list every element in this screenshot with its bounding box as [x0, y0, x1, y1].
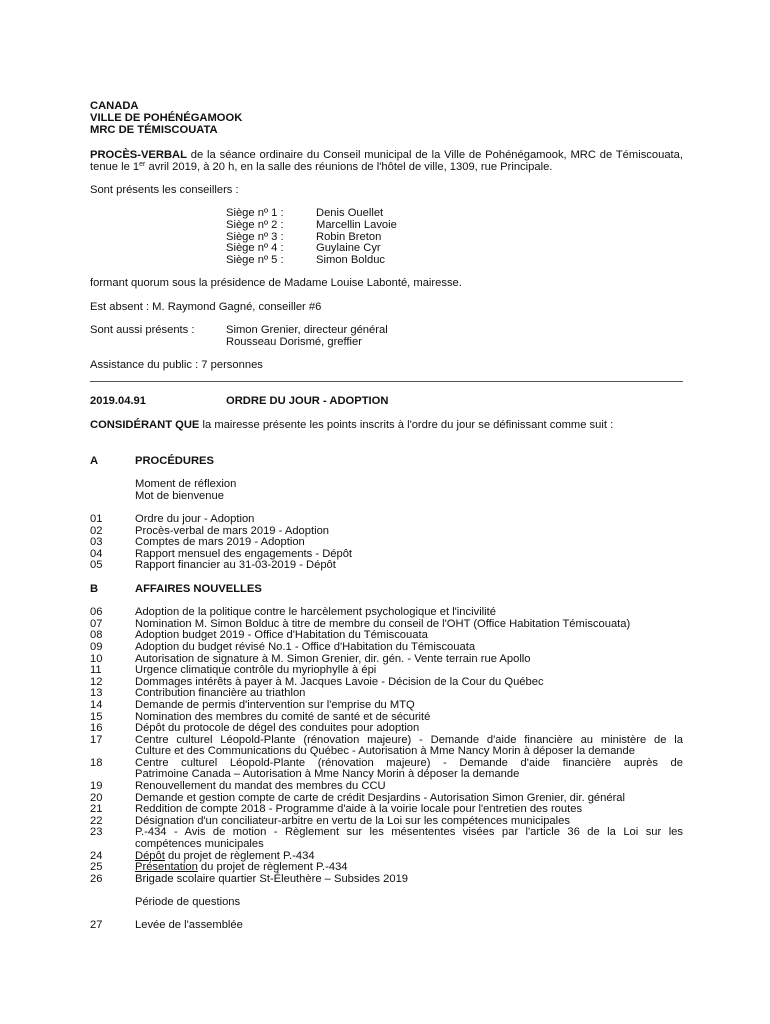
item-text: Demande de permis d'intervention sur l'emprise du MTQ: [135, 699, 415, 711]
item-text: Rapport financier au 31-03-2019 - Dépôt: [135, 559, 336, 571]
item-number: 04: [90, 548, 103, 560]
considerant-bold: CONSIDÉRANT QUE: [90, 419, 200, 431]
pre-item: Mot de bienvenue: [135, 490, 224, 502]
item-text: Adoption budget 2019 - Office d'Habitation du Témiscouata: [135, 629, 428, 641]
item-text: Contribution financière au triathlon: [135, 687, 306, 699]
also-present-label: Sont aussi présents :: [90, 324, 195, 336]
absent-text: Est absent : M. Raymond Gagné, conseiller #6: [90, 301, 322, 313]
item-number: 07: [90, 618, 103, 630]
item-number: 11: [90, 664, 102, 676]
item-text-underlined: Dépôt: [135, 850, 165, 862]
intro-text-b: avril 2019, à 20 h, en la salle des réunions de l'hôtel de ville, 1309, rue Principale.: [145, 160, 553, 173]
item-number: 09: [90, 641, 103, 653]
item-number: 01: [90, 513, 103, 525]
councillor-name: Simon Bolduc: [316, 254, 386, 266]
item-text: Urgence climatique contrôle du myriophylle à épi: [135, 664, 377, 676]
item-number: 16: [90, 722, 103, 734]
list-item: [90, 560, 683, 572]
item-text: Nomination M. Simon Bolduc à titre de membre du conseil de l'OHT (Office Habitation Témiscouata): [135, 618, 631, 630]
item-text: Demande et gestion compte de carte de crédit Desjardins - Autorisation Simon Grenier, dir. général: [135, 792, 626, 804]
item-number: 12: [90, 676, 103, 688]
pre-item: Moment de réflexion: [135, 478, 237, 490]
public-attendance: Assistance du public : 7 personnes: [90, 359, 263, 371]
item-text: P.-434 - Avis de motion - Règlement sur les mésententes visées par l'article 36 de la Loi sur les: [135, 826, 683, 838]
list-item: [90, 874, 683, 886]
list-item: [90, 920, 683, 932]
item-number: 10: [90, 653, 103, 665]
item-text: Renouvellement du mandat des membres du CCU: [135, 780, 386, 792]
item-text: Adoption de la politique contre le harcèlement psychologique et l'incivilité: [135, 606, 496, 618]
quorum-text: formant quorum sous la présidence de Madame Louise Labonté, mairesse.: [90, 277, 462, 289]
section-b-title: AFFAIRES NOUVELLES: [135, 583, 262, 595]
section-b-letter: B: [90, 583, 99, 595]
item-text: [135, 862, 683, 874]
item-number: 21: [90, 803, 103, 815]
also-present-2: Rousseau Dorismé, greffier: [226, 336, 362, 348]
item-text: Dommages intérêts à payer à M. Jacques Lavoie - Décision de la Cour du Québec: [135, 676, 544, 688]
item-text: Procès-verbal de mars 2019 - Adoption: [135, 525, 330, 537]
item-text: Comptes de mars 2019 - Adoption: [135, 536, 305, 548]
section-a-letter: A: [90, 455, 99, 467]
seat-label: Siège nº 4 :: [226, 242, 284, 254]
seat-label: Siège nº 1 :: [226, 207, 284, 219]
intro-bold: PROCÈS-VERBAL: [90, 149, 187, 161]
councillor-name: Guylaine Cyr: [316, 242, 381, 254]
header-city: VILLE DE POHÉNÉGAMOOK: [90, 112, 243, 124]
item-text: Adoption du budget révisé No.1 - Office d'Habitation du Témiscouata: [135, 641, 476, 653]
present-label: Sont présents les conseillers :: [90, 184, 239, 196]
item-text: Désignation d'un conciliateur-arbitre en vertu de la Loi sur les compétences municipales: [135, 815, 570, 827]
item-text-continued: compétences municipales: [135, 838, 264, 850]
item-number: 03: [90, 536, 103, 548]
item-number: 25: [90, 861, 103, 873]
item-number: 19: [90, 780, 103, 792]
item-text-rest: du projet de règlement P.-434: [197, 861, 348, 873]
item-number: 02: [90, 525, 103, 537]
item-text: Centre culturel Léopold-Plante (rénovation majeure) - Demande d'aide financière au ministère de la: [135, 734, 683, 746]
item-number: 05: [90, 559, 103, 571]
item-number: 08: [90, 629, 103, 641]
divider: [90, 381, 683, 382]
item-text: Nomination des membres du comité de santé et de sécurité: [135, 711, 431, 723]
item-text: Rapport mensuel des engagements - Dépôt: [135, 548, 353, 560]
seat-label: Siège nº 5 :: [226, 254, 284, 266]
considerant-line: [90, 420, 613, 432]
item-number: 26: [90, 873, 103, 885]
intro-sup: er: [139, 160, 146, 168]
councillor-name: Robin Breton: [316, 231, 382, 243]
section-a-title: PROCÉDURES: [135, 455, 214, 467]
item-text: Levée de l'assemblée: [135, 919, 243, 931]
seat-label: Siège nº 3 :: [226, 231, 284, 243]
item-number: 22: [90, 815, 103, 827]
item-text-continued: Patrimoine Canada – Autorisation à Mme Nancy Morin à déposer la demande: [135, 768, 520, 780]
item-text: Brigade scolaire quartier St-Éleuthère – Subsides 2019: [135, 873, 409, 885]
item-number: 06: [90, 606, 103, 618]
item-number: 13: [90, 687, 103, 699]
considerant-text: la mairesse présente les points inscrits à l'ordre du jour se définissant comme suit :: [199, 419, 614, 431]
item-number: 20: [90, 792, 103, 804]
item-text: Autorisation de signature à M. Simon Grenier, dir. gén. - Vente terrain rue Apollo: [135, 653, 531, 665]
seat-label: Siège nº 2 :: [226, 219, 284, 231]
item-text: Ordre du jour - Adoption: [135, 513, 255, 525]
item-text-rest: du projet de règlement P.-434: [164, 850, 315, 862]
councillor-name: Denis Ouellet: [316, 207, 384, 219]
item-text: Dépôt du protocole de dégel des conduites pour adoption: [135, 722, 420, 734]
questions-period: Période de questions: [135, 896, 241, 908]
intro-paragraph: [90, 150, 683, 173]
councillor-name: Marcellin Lavoie: [316, 219, 397, 231]
item-number: 15: [90, 711, 103, 723]
item-number: 27: [90, 919, 103, 931]
intro-text-a: de la séance ordinaire du Conseil municipal de la Ville de Pohénégamook, MRC de Témiscouata, tenue le 1: [90, 149, 683, 173]
item-number: 14: [90, 699, 103, 711]
item-number: 23: [90, 826, 103, 838]
resolution-number: 2019.04.91: [90, 395, 146, 407]
resolution-title: ORDRE DU JOUR - ADOPTION: [226, 395, 389, 407]
item-text: Centre culturel Léopold-Plante (rénovation majeure) - Demande d'aide financière auprès de: [135, 757, 683, 769]
item-number: 18: [90, 757, 103, 769]
item-number: 24: [90, 850, 103, 862]
item-text-underlined: Présentation: [135, 861, 198, 873]
item-text-continued: Culture et des Communications du Québec - Autorisation à Mme Nancy Morin à déposer la demande: [135, 745, 635, 757]
header-mrc: MRC DE TÉMISCOUATA: [90, 124, 218, 136]
header-country: CANADA: [90, 100, 139, 112]
item-number: 17: [90, 734, 103, 746]
also-present-1: Simon Grenier, directeur général: [226, 324, 388, 336]
item-text: Reddition de compte 2018 - Programme d'aide à la voirie locale pour l'entretien des routes: [135, 803, 583, 815]
